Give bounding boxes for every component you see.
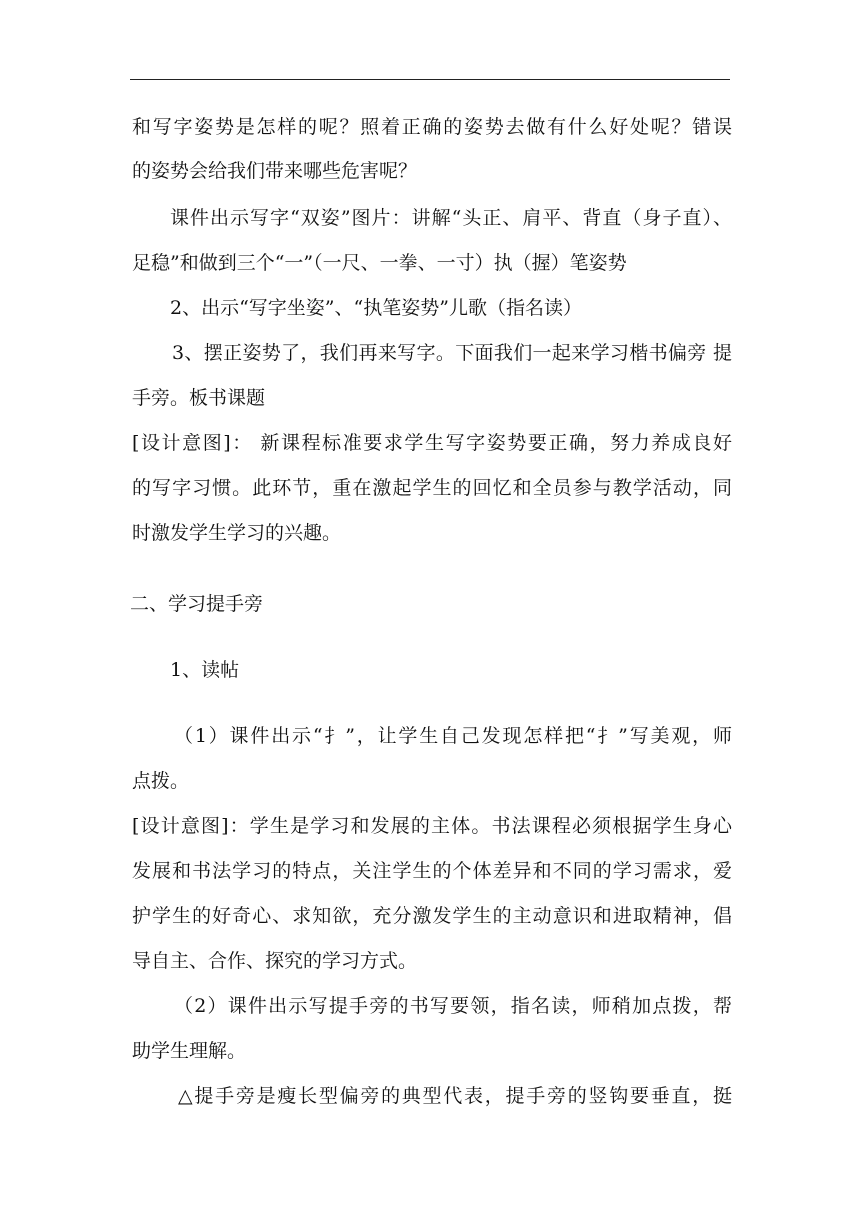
- text-line: 导自主、合作、探究的学习方式。: [132, 950, 418, 972]
- text-line: △提手旁是瘦长型偏旁的典型代表，提手旁的竖钩要垂直，挺: [178, 1085, 732, 1107]
- text-line: 足稳”和做到三个“一”（一尺、一拳、一寸）执（握）笔姿势: [132, 252, 627, 274]
- subsection-heading: 1、读帖: [170, 659, 240, 681]
- text-line: 和写字姿势是怎样的呢？照着正确的姿势去做有什么好处呢？错误: [132, 116, 732, 138]
- text-line: 手旁。板书课题: [132, 387, 266, 409]
- text-line: （1）课件出示“扌”，让学生自己发现怎样把“扌”写美观，师: [174, 725, 732, 747]
- text-line: 发展和书法学习的特点，关注学生的个体差异和不同的学习需求，爱: [132, 860, 732, 882]
- text-line: 的写字习惯。此环节，重在激起学生的回忆和全员参与教学活动，同: [132, 477, 732, 499]
- text-line: [设计意图]：学生是学习和发展的主体。书法课程必须根据学生身心: [132, 815, 732, 837]
- text-line: 3、摆正姿势了，我们再来写字。下面我们一起来学习楷书偏旁 提: [172, 342, 732, 364]
- text-line: 课件出示写字“双姿”图片：讲解“头正、肩平、背直（身子直）、: [170, 207, 732, 229]
- header-rule: [130, 79, 730, 80]
- text-line: 2、出示“写字坐姿”、“执笔姿势”儿歌（指名读）: [170, 297, 582, 319]
- text-line: 时激发学生学习的兴趣。: [132, 522, 342, 544]
- text-line: [设计意图]： 新课程标准要求学生写字姿势要正确，努力养成良好: [132, 432, 732, 454]
- text-line: 助学生理解。: [132, 1040, 247, 1062]
- text-line: 的姿势会给我们带来哪些危害呢？: [132, 160, 418, 182]
- text-line: 点拨。: [132, 770, 190, 792]
- text-line: （2）课件出示写提手旁的书写要领，指名读，师稍加点拨，帮: [174, 995, 732, 1017]
- section-heading: 二、学习提手旁: [130, 593, 264, 615]
- text-line: 护学生的好奇心、求知欲，充分激发学生的主动意识和进取精神，倡: [132, 905, 732, 927]
